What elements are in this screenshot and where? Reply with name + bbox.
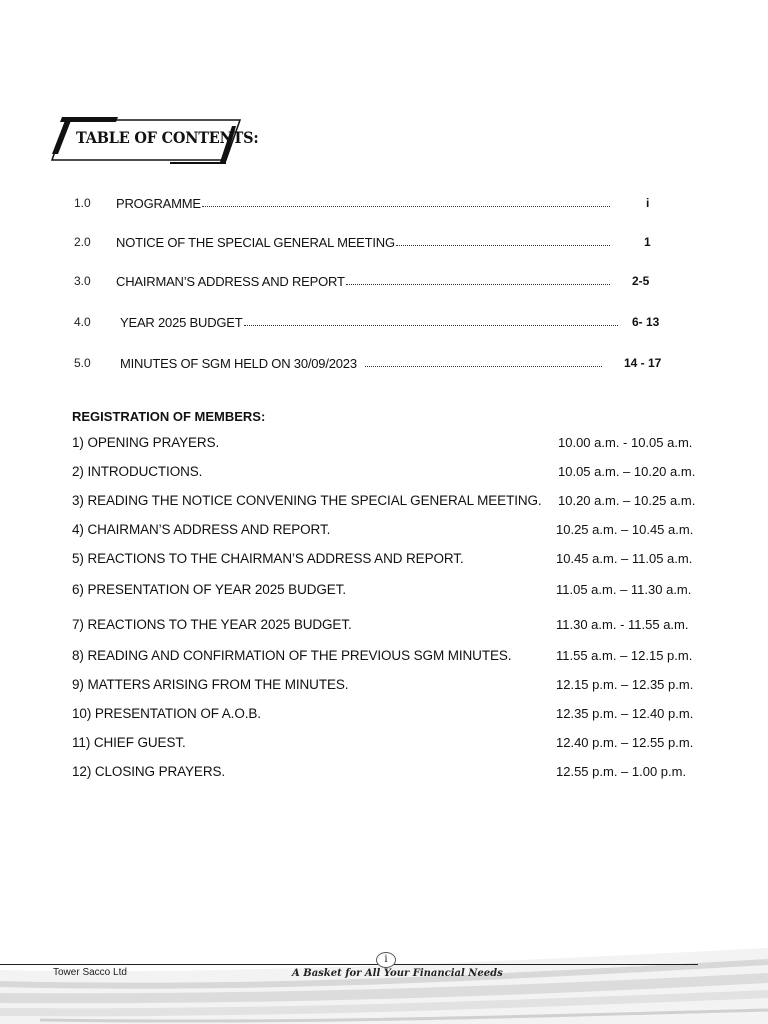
agenda-time: 12.40 p.m. – 12.55 p.m.: [556, 735, 694, 750]
registration-heading: REGISTRATION OF MEMBERS:: [72, 409, 266, 424]
agenda-time: 11.05 a.m. – 11.30 a.m.: [556, 582, 692, 597]
agenda-time: 10.05 a.m. – 10.20 a.m.: [558, 464, 696, 479]
agenda-item: 1) OPENING PRAYERS.: [72, 435, 220, 450]
toc-number: 1.0: [74, 196, 91, 210]
dot-leader: [202, 196, 610, 207]
agenda-item: 10) PRESENTATION OF A.O.B.: [72, 706, 261, 721]
agenda-item: 7) REACTIONS TO THE YEAR 2025 BUDGET.: [72, 617, 352, 632]
toc-page-number: 2-5: [632, 274, 650, 288]
agenda-row: [0, 735, 768, 757]
toc-page-number: 1: [644, 235, 651, 249]
toc-title-text: MINUTES OF SGM HELD ON 30/09/2023: [120, 356, 357, 371]
agenda-row: [0, 764, 768, 786]
agenda-time: 12.15 p.m. – 12.35 p.m.: [556, 677, 694, 692]
toc-entry-chairmans-address[interactable]: [0, 274, 768, 296]
agenda-row: [0, 677, 768, 699]
agenda-time: 10.45 a.m. – 11.05 a.m.: [556, 551, 693, 566]
agenda-item: 6) PRESENTATION OF YEAR 2025 BUDGET.: [72, 582, 346, 597]
agenda-row: [0, 435, 768, 457]
toc-title-text: NOTICE OF THE SPECIAL GENERAL MEETING: [116, 235, 395, 250]
agenda-item: 8) READING AND CONFIRMATION OF THE PREVIOUS SGM MINUTES.: [72, 648, 512, 663]
agenda-item: 3) READING THE NOTICE CONVENING THE SPECIAL GENERAL MEETING.: [72, 493, 542, 508]
toc-title-text: YEAR 2025 BUDGET: [120, 315, 243, 330]
footer-company-name: Tower Sacco Ltd: [53, 967, 127, 978]
footer-rule: [0, 964, 698, 965]
toc-page-number: 14 - 17: [624, 356, 662, 370]
agenda-item: 9) MATTERS ARISING FROM THE MINUTES.: [72, 677, 349, 692]
agenda-time: 10.25 a.m. – 10.45 a.m.: [556, 522, 694, 537]
agenda-row: [0, 551, 768, 573]
footer-slogan: A Basket for All Your Financial Needs: [292, 968, 503, 979]
page-number: i: [376, 952, 396, 968]
dot-leader: [346, 274, 610, 285]
agenda-time: 10.20 a.m. – 10.25 a.m.: [558, 493, 696, 508]
dot-leader: [365, 356, 602, 367]
agenda-time: 10.00 a.m. - 10.05 a.m.: [558, 435, 693, 450]
dot-leader: [244, 315, 618, 326]
agenda-row: [0, 706, 768, 728]
agenda-item: 11) CHIEF GUEST.: [72, 735, 186, 750]
dot-leader: [396, 235, 610, 246]
toc-entry-programme[interactable]: [0, 196, 768, 218]
toc-entry-notice[interactable]: [0, 235, 768, 257]
agenda-row: [0, 522, 768, 544]
agenda-time: 11.55 a.m. – 12.15 p.m.: [556, 648, 693, 663]
agenda-time: 12.35 p.m. – 12.40 p.m.: [556, 706, 694, 721]
toc-entry-minutes[interactable]: [0, 356, 768, 378]
agenda-row: [0, 617, 768, 639]
toc-title-text: PROGRAMME: [116, 196, 201, 211]
toc-page-number: 6- 13: [632, 315, 660, 329]
toc-number: 2.0: [74, 235, 91, 249]
toc-title-text: CHAIRMAN’S ADDRESS AND REPORT: [116, 274, 345, 289]
toc-number: 3.0: [74, 274, 91, 288]
agenda-row: [0, 493, 768, 515]
agenda-item: 2) INTRODUCTIONS.: [72, 464, 203, 479]
agenda-time: 11.30 a.m. - 11.55 a.m.: [556, 617, 689, 632]
agenda-time: 12.55 p.m. – 1.00 p.m.: [556, 764, 687, 779]
agenda-item: 5) REACTIONS TO THE CHAIRMAN’S ADDRESS AND REPORT.: [72, 551, 464, 566]
agenda-item: 4) CHAIRMAN’S ADDRESS AND REPORT.: [72, 522, 331, 537]
toc-entry-budget[interactable]: [0, 315, 768, 337]
toc-title: TABLE OF CONTENTS:: [76, 128, 259, 147]
agenda-item: 12) CLOSING PRAYERS.: [72, 764, 226, 779]
toc-number: 5.0: [74, 356, 91, 370]
toc-page-number: i: [646, 196, 650, 210]
agenda-row: [0, 648, 768, 670]
toc-number: 4.0: [74, 315, 91, 329]
agenda-row: [0, 582, 768, 604]
agenda-row: [0, 464, 768, 486]
toc-title-badge: [50, 114, 259, 166]
